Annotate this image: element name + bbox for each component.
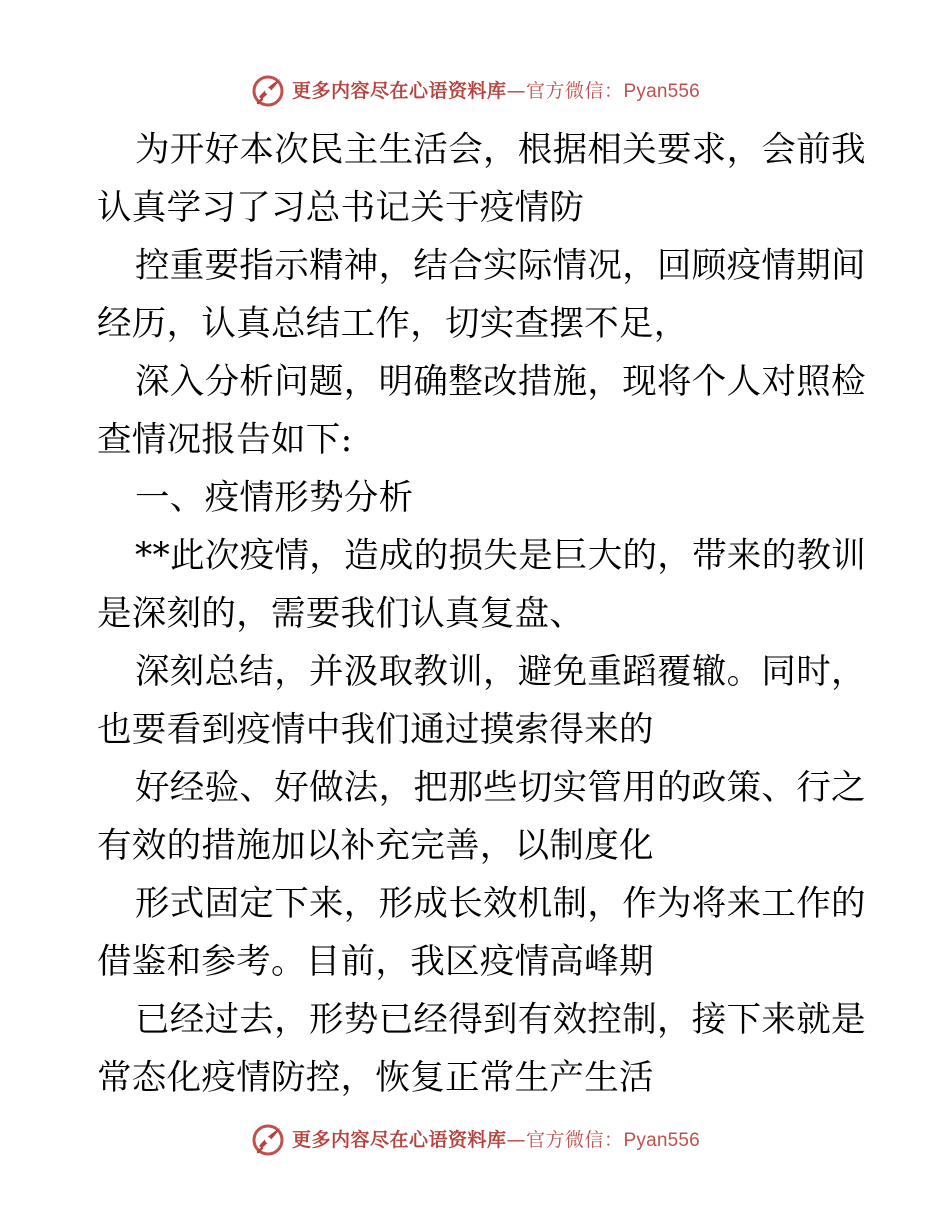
header-banner-wechat-label: 官方微信： bbox=[526, 79, 624, 102]
body-line: 控重要指示精神，结合实际情况，回顾疫情期间 bbox=[135, 246, 866, 286]
body-line: 为开好本次民主生活会，根据相关要求，会前我 bbox=[135, 130, 866, 170]
body-line: 经历，认真总结工作，切实查摆不足， bbox=[97, 304, 689, 344]
header-banner-main-text: 更多内容尽在心语资料库 bbox=[292, 79, 507, 102]
body-line: 借鉴和参考。目前，我区疫情高峰期 bbox=[97, 942, 654, 982]
body-line: 已经过去，形势已经得到有效控制，接下来就是 bbox=[135, 1000, 866, 1040]
body-line: 查情况报告如下: bbox=[97, 420, 353, 460]
footer-banner-main-text: 更多内容尽在心语资料库 bbox=[292, 1128, 507, 1151]
body-line: 也要看到疫情中我们通过摸索得来的 bbox=[97, 710, 654, 750]
body-line: **此次疫情，造成的损失是巨大的，带来的教训 bbox=[135, 536, 867, 576]
header-banner-separator: — bbox=[506, 79, 527, 102]
section-heading: 一、疫情形势分析 bbox=[135, 478, 414, 518]
body-line: 好经验、好做法，把那些切实管用的政策、行之 bbox=[135, 768, 866, 808]
footer-banner-wechat-id: Pyan556 bbox=[623, 1129, 700, 1151]
body-line: 深入分析问题，明确整改措施，现将个人对照检 bbox=[135, 362, 866, 402]
body-line: 是深刻的，需要我们认真复盘、 bbox=[97, 594, 585, 634]
header-banner bbox=[0, 71, 950, 111]
body-line: 有效的措施加以补充完善，以制度化 bbox=[97, 826, 654, 866]
header-banner-wechat-id: Pyan556 bbox=[623, 80, 700, 102]
body-line: 形式固定下来，形成长效机制，作为将来工作的 bbox=[135, 884, 866, 924]
footer-banner-wechat-label: 官方微信： bbox=[526, 1128, 624, 1151]
body-line: 深刻总结，并汲取教训，避免重蹈覆辙。同时， bbox=[135, 652, 866, 692]
footer-banner bbox=[0, 1120, 950, 1160]
body-line: 常态化疫情防控，恢复正常生产生活 bbox=[97, 1058, 654, 1098]
red-quill-logo-icon bbox=[250, 1122, 286, 1158]
footer-banner-separator: — bbox=[506, 1128, 527, 1151]
header-banner-text bbox=[292, 79, 700, 104]
footer-banner-text bbox=[292, 1128, 700, 1153]
body-line: 认真学习了习总书记关于疫情防 bbox=[97, 188, 585, 228]
red-quill-logo-icon bbox=[250, 73, 286, 109]
document-body bbox=[97, 121, 867, 1107]
